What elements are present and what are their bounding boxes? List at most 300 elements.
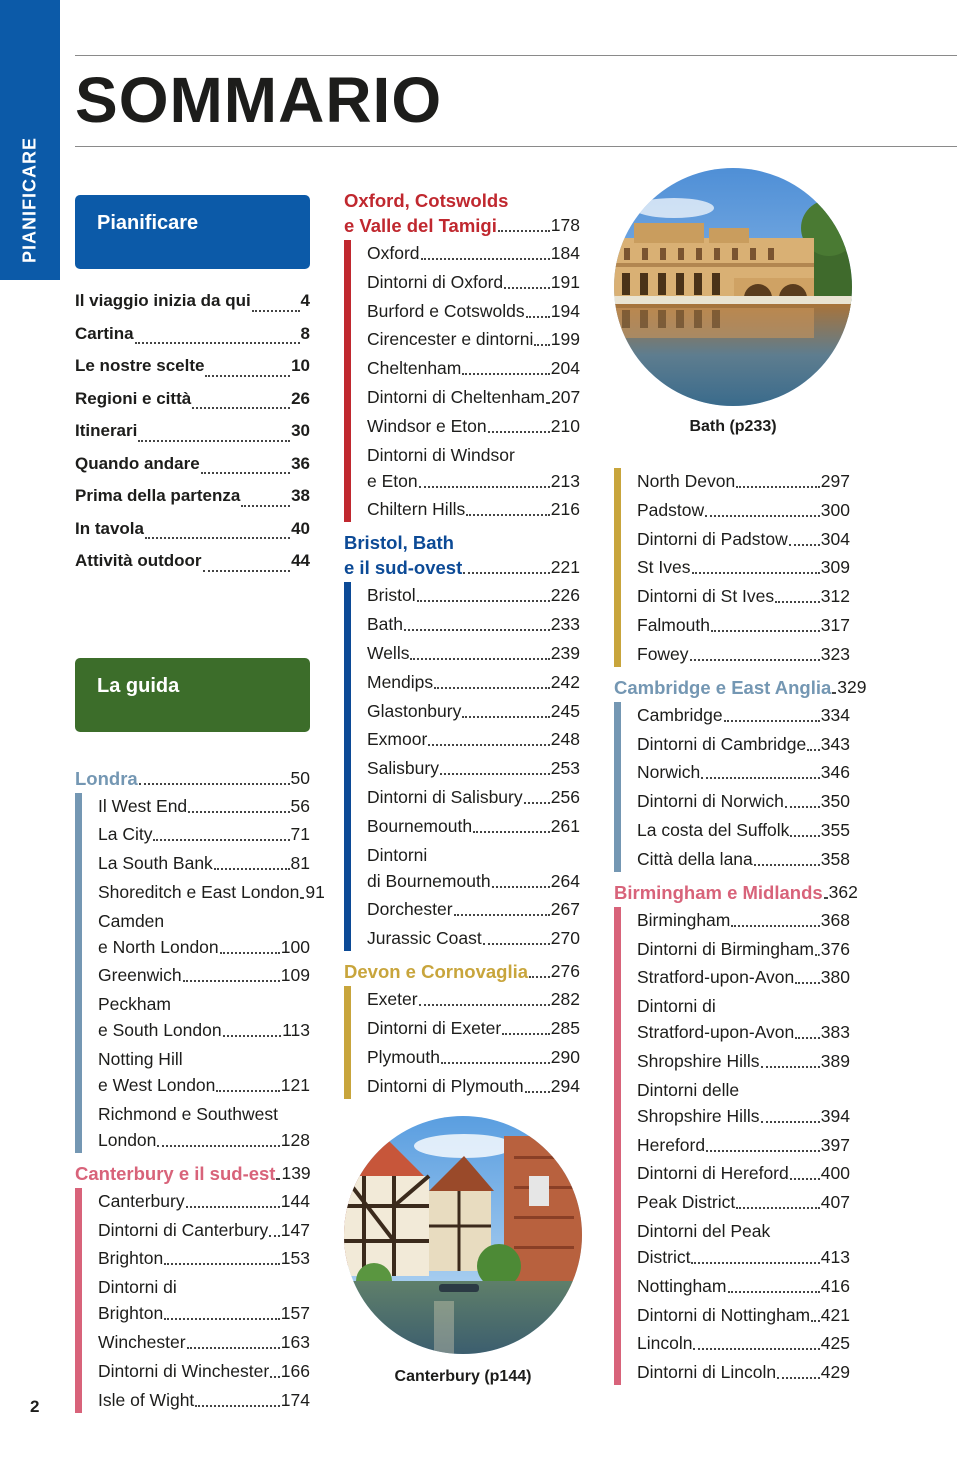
- side-tab: [0, 0, 60, 280]
- entry-label: Camden: [98, 910, 165, 931]
- entry-page: 147: [280, 1219, 310, 1240]
- entry-page: 312: [820, 586, 850, 607]
- entry-page: 297: [820, 471, 850, 491]
- leader-dots: [524, 802, 550, 804]
- entry-label: Falmouth: [637, 614, 710, 635]
- entry-label: Stratford-upon-Avon: [637, 967, 795, 988]
- plan-item[interactable]: [75, 383, 310, 416]
- toc-entry[interactable]: [367, 896, 580, 922]
- guide-box[interactable]: [75, 658, 310, 732]
- leader-dots: [761, 1066, 820, 1068]
- leader-dots: [463, 572, 550, 574]
- entry-page: 421: [820, 1304, 850, 1325]
- toc-entry[interactable]: [367, 842, 580, 894]
- toc-entry[interactable]: [367, 355, 580, 381]
- section-cambridge: [614, 675, 867, 872]
- section-entries: [75, 1188, 310, 1413]
- leader-dots: [692, 572, 820, 574]
- toc-entry[interactable]: [98, 962, 310, 988]
- leader-dots: [693, 1348, 819, 1350]
- leader-dots: [724, 720, 820, 722]
- toc-entry[interactable]: [98, 908, 310, 960]
- toc-entry[interactable]: [637, 759, 850, 785]
- leader-dots: [728, 1291, 820, 1293]
- entry-page: 285: [550, 1017, 580, 1038]
- leader-dots: [701, 777, 820, 779]
- entry-label: Birmingham e Midlands: [614, 881, 823, 903]
- leader-dots: [220, 952, 280, 954]
- entry-page: 100: [280, 936, 310, 957]
- toc-entry[interactable]: [637, 788, 850, 814]
- entry-label: Dintorni: [367, 844, 428, 865]
- entry-page: 309: [820, 557, 850, 578]
- section-entries: [614, 702, 850, 872]
- leader-dots: [690, 659, 820, 661]
- entry-label: e North London: [98, 936, 219, 957]
- toc-entry[interactable]: [367, 240, 580, 266]
- plan-item[interactable]: [75, 350, 310, 383]
- section-title[interactable]: [75, 766, 310, 791]
- entry-page: 233: [550, 614, 580, 635]
- entry-page: 109: [280, 965, 310, 986]
- entry-label: Isle of Wight: [98, 1389, 195, 1410]
- toc-entry[interactable]: [637, 468, 850, 494]
- top-rule: [75, 55, 957, 56]
- toc-entry[interactable]: [637, 964, 850, 990]
- toc-entry[interactable]: [367, 925, 580, 951]
- entry-label: Prima della partenza: [75, 486, 241, 505]
- entry-label: Bristol: [367, 585, 416, 606]
- toc-entry[interactable]: [367, 496, 580, 522]
- toc-entry[interactable]: [637, 1273, 850, 1299]
- entry-label: di Bournemouth: [367, 870, 491, 891]
- toc-entry[interactable]: [367, 698, 580, 724]
- section-birmingham: [614, 880, 858, 1385]
- entry-page: 425: [820, 1333, 850, 1354]
- canterbury-caption: Canterbury (p144): [394, 1368, 532, 1385]
- entry-label: Norwich: [637, 762, 701, 783]
- entry-page: 294: [550, 1075, 580, 1096]
- toc-entry[interactable]: [637, 1048, 850, 1074]
- title-rule: [75, 146, 957, 147]
- entry-page: 362: [828, 881, 858, 902]
- leader-dots: [706, 1150, 820, 1152]
- toc-entry[interactable]: [367, 269, 580, 295]
- entry-label: Peckham: [98, 994, 171, 1015]
- entry-label: Jurassic Coast: [367, 928, 482, 949]
- entry-label: Dintorni di: [637, 996, 716, 1017]
- toc-entry[interactable]: [367, 669, 580, 695]
- entry-label: Shropshire Hills: [637, 1050, 760, 1071]
- entry-page: 153: [280, 1248, 310, 1269]
- toc-entry[interactable]: [637, 497, 850, 523]
- entry-label: Dorchester: [367, 899, 453, 920]
- entry-page: 26: [291, 388, 310, 408]
- entry-label: Notting Hill: [98, 1049, 183, 1070]
- entry-label: Dintorni di Salisbury: [367, 786, 523, 807]
- entry-page: 36: [291, 453, 310, 473]
- section-entries: [344, 240, 580, 522]
- entry-label: Regioni e città: [75, 388, 192, 408]
- entry-label: Brighton: [98, 1248, 164, 1269]
- section-oxford: [344, 188, 580, 522]
- entry-label: e Valle del Tamigi: [344, 215, 497, 236]
- entry-page: 174: [280, 1389, 310, 1410]
- entry-label: Cirencester e dintorni: [367, 329, 534, 350]
- entry-page: 383: [820, 1022, 850, 1043]
- toc-entry[interactable]: [637, 846, 850, 872]
- entry-page: 282: [550, 989, 580, 1010]
- toc-entry[interactable]: [367, 784, 580, 810]
- toc-entry[interactable]: [98, 850, 310, 876]
- toc-entry[interactable]: [367, 326, 580, 352]
- entry-page: 4: [300, 291, 310, 310]
- section-devon: [344, 959, 580, 1098]
- leader-dots: [790, 835, 819, 837]
- section-title-entry[interactable]: [75, 1161, 310, 1186]
- entry-label: Itinerari: [75, 421, 138, 440]
- leader-dots: [195, 1405, 280, 1407]
- plan-box[interactable]: [75, 195, 310, 269]
- toc-entry[interactable]: [367, 1015, 580, 1041]
- entry-page: 270: [550, 928, 580, 949]
- section-title-line: Bristol, Bath: [344, 532, 454, 554]
- entry-label: Londra: [75, 767, 138, 789]
- toc-entry[interactable]: [98, 1046, 310, 1098]
- entry-label: St Ives: [637, 557, 691, 578]
- section-title[interactable]: [344, 530, 580, 580]
- leader-dots: [534, 344, 549, 346]
- toc-entry[interactable]: [98, 879, 325, 905]
- toc-entry[interactable]: [637, 817, 850, 843]
- section-title-line: Oxford, Cotswolds: [344, 190, 509, 211]
- section-title-entry[interactable]: [344, 959, 580, 984]
- toc-entry[interactable]: [637, 554, 850, 580]
- entry-label: Il West End: [98, 795, 188, 816]
- entry-label: North Devon: [637, 471, 736, 491]
- entry-label: Greenwich: [98, 965, 182, 986]
- entry-page: 199: [550, 329, 580, 350]
- toc-entry[interactable]: [367, 726, 580, 752]
- entry-label: Dintorni di St Ives: [637, 586, 775, 607]
- toc-entry[interactable]: [367, 384, 580, 410]
- entry-label: Dintorni di Winchester: [98, 1360, 270, 1381]
- leader-dots: [807, 749, 820, 751]
- toc-entry[interactable]: [98, 1387, 310, 1413]
- leader-dots: [736, 1207, 820, 1209]
- entry-label: Dintorni di Exeter: [367, 1017, 502, 1038]
- entry-label: Il viaggio inizia da qui: [75, 291, 251, 310]
- entry-page: 10: [291, 356, 310, 375]
- entry-label: London: [98, 1129, 157, 1150]
- toc-entry[interactable]: [637, 936, 850, 962]
- entry-label: e West London: [98, 1075, 216, 1096]
- toc-entry[interactable]: [367, 413, 580, 439]
- leader-dots: [691, 1262, 819, 1264]
- entry-page: 256: [550, 786, 580, 807]
- entry-page: 304: [820, 528, 850, 549]
- leader-dots: [216, 1090, 279, 1092]
- plan-item[interactable]: [75, 415, 310, 448]
- entry-label: Nottingham: [637, 1275, 727, 1296]
- section-title[interactable]: [344, 959, 580, 984]
- toc-entry[interactable]: [367, 986, 580, 1012]
- entry-page: 50: [290, 767, 310, 788]
- entry-label: Shropshire Hills: [637, 1105, 760, 1126]
- entry-label: Dintorni di Oxford: [367, 271, 504, 292]
- toc-entry[interactable]: [637, 1132, 850, 1158]
- entry-label: Le nostre scelte: [75, 356, 205, 375]
- leader-dots: [492, 886, 550, 888]
- entry-label: Cambridge: [637, 704, 723, 725]
- entry-page: 242: [550, 671, 580, 692]
- plan-item[interactable]: [75, 480, 310, 513]
- section-devon-continued: [614, 468, 850, 667]
- leader-dots: [498, 230, 550, 232]
- leader-dots: [410, 658, 549, 660]
- toc-entry[interactable]: [98, 1274, 310, 1326]
- entry-page: 346: [820, 762, 850, 783]
- entry-label: Dintorni del Peak: [637, 1220, 771, 1241]
- section-canterbury: [75, 1161, 310, 1413]
- leader-dots: [775, 601, 820, 603]
- entry-page: 44: [291, 551, 310, 570]
- entry-label: Dintorni di Cambridge: [637, 733, 807, 754]
- entry-page: 329: [837, 676, 867, 697]
- entry-label: e Eton: [367, 470, 418, 491]
- entry-page: 178: [550, 215, 580, 235]
- bath-caption: Bath (p233): [689, 418, 777, 435]
- toc-entry[interactable]: [367, 298, 580, 324]
- entry-label: Bath: [367, 614, 403, 635]
- entry-page: 30: [291, 421, 310, 440]
- leader-dots: [270, 1376, 280, 1378]
- entry-page: 226: [550, 585, 580, 606]
- toc-entry[interactable]: [637, 1160, 850, 1186]
- entry-label: Wells: [367, 642, 410, 663]
- leader-dots: [164, 1263, 280, 1265]
- entry-page: 221: [550, 557, 580, 578]
- entry-page: 248: [550, 729, 580, 750]
- page-number: 2: [30, 1397, 40, 1416]
- entry-label: La South Bank: [98, 853, 213, 874]
- section-title[interactable]: [614, 675, 867, 700]
- toc-entry[interactable]: [98, 821, 310, 847]
- leader-dots: [188, 811, 289, 813]
- leader-dots: [135, 342, 300, 344]
- plan-item[interactable]: [75, 285, 310, 318]
- toc-entry[interactable]: [637, 1330, 850, 1356]
- entry-page: 290: [550, 1046, 580, 1067]
- entry-label: Dintorni di Hereford: [637, 1163, 789, 1184]
- entry-page: 128: [280, 1129, 310, 1150]
- leader-dots: [241, 505, 290, 507]
- leader-dots: [428, 744, 550, 746]
- toc-column-2: [344, 188, 580, 1101]
- entry-label: Dintorni di Padstow: [637, 528, 788, 549]
- entry-page: 213: [550, 470, 580, 491]
- entry-label: Cheltenham: [367, 358, 462, 379]
- entry-page: 350: [820, 791, 850, 812]
- toc-entry[interactable]: [367, 442, 580, 494]
- toc-entry[interactable]: [98, 1245, 310, 1271]
- leader-dots: [276, 1178, 280, 1180]
- entry-label: Chiltern Hills: [367, 499, 466, 520]
- toc-entry[interactable]: [98, 1101, 310, 1153]
- entry-page: 121: [280, 1075, 310, 1096]
- toc-entry[interactable]: [637, 583, 850, 609]
- section-bristol: [344, 530, 580, 951]
- leader-dots: [529, 976, 550, 978]
- leader-dots: [504, 287, 550, 289]
- bath-photo: [614, 168, 852, 406]
- entry-page: 416: [820, 1275, 850, 1296]
- toc-entry[interactable]: [98, 1358, 310, 1384]
- entry-label: Glastonbury: [367, 700, 462, 721]
- entry-label: Stratford-upon-Avon: [637, 1022, 795, 1043]
- section-entries: [614, 468, 850, 667]
- leader-dots: [473, 831, 550, 833]
- entry-page: 264: [550, 870, 580, 891]
- toc-entry[interactable]: [98, 1217, 310, 1243]
- entry-page: 139: [281, 1162, 311, 1183]
- entry-label: Exmoor: [367, 729, 428, 750]
- entry-label: Birmingham: [637, 909, 731, 930]
- plan-box-label: Pianificare: [97, 212, 199, 234]
- canterbury-photo: [344, 1116, 582, 1354]
- entry-page: 194: [550, 300, 580, 321]
- toc-entry[interactable]: [637, 993, 850, 1045]
- plan-item[interactable]: [75, 545, 310, 578]
- entry-page: 368: [820, 909, 850, 930]
- entry-label: Burford e Cotswolds: [367, 300, 525, 321]
- section-title[interactable]: [344, 188, 580, 238]
- toc-column-1: [75, 195, 325, 1415]
- toc-entry[interactable]: [637, 1077, 850, 1129]
- toc-entry[interactable]: [637, 526, 850, 552]
- toc-entry[interactable]: [637, 907, 850, 933]
- plan-item[interactable]: [75, 318, 310, 351]
- toc-entry[interactable]: [637, 1302, 850, 1328]
- section-title-entry[interactable]: [614, 880, 858, 905]
- plan-item[interactable]: [75, 448, 310, 481]
- entry-label: Shoreditch e East London: [98, 881, 300, 902]
- plan-item[interactable]: [75, 513, 310, 546]
- leader-dots: [546, 402, 550, 404]
- toc-entry[interactable]: [367, 1073, 580, 1099]
- toc-entry[interactable]: [637, 612, 850, 638]
- leader-dots: [419, 1004, 550, 1006]
- toc-entry[interactable]: [367, 813, 580, 839]
- section-title[interactable]: [614, 880, 858, 905]
- leader-dots: [153, 839, 289, 841]
- page-title: SOMMARIO: [75, 64, 443, 136]
- leader-dots: [811, 1320, 820, 1322]
- toc-entry[interactable]: [637, 731, 850, 757]
- leader-dots: [795, 1037, 820, 1039]
- entry-page: 334: [820, 704, 850, 725]
- entry-label: Winchester: [98, 1332, 186, 1353]
- toc-entry[interactable]: [98, 991, 310, 1043]
- leader-dots: [483, 943, 550, 945]
- leader-dots: [462, 373, 549, 375]
- entry-label: Hereford: [637, 1134, 706, 1155]
- entry-page: 166: [280, 1360, 310, 1381]
- leader-dots: [488, 431, 550, 433]
- leader-dots: [252, 310, 300, 312]
- entry-page: 429: [820, 1362, 850, 1383]
- entry-label: Dintorni di Nottingham: [637, 1304, 811, 1325]
- entry-label: Dintorni di Lincoln: [637, 1362, 777, 1383]
- leader-dots: [138, 440, 290, 442]
- leader-dots: [824, 897, 828, 899]
- entry-label: Richmond e Southwest: [98, 1103, 278, 1124]
- entry-label: Salisbury: [367, 758, 439, 779]
- section-title-entry[interactable]: [344, 555, 580, 580]
- entry-page: 407: [820, 1192, 850, 1213]
- toc-entry[interactable]: [98, 1329, 310, 1355]
- entry-page: 38: [291, 486, 310, 505]
- toc-entry[interactable]: [637, 1218, 850, 1270]
- section-title-entry[interactable]: [75, 766, 310, 791]
- section-entries: [344, 582, 580, 951]
- entry-page: 380: [820, 967, 850, 988]
- toc-entry[interactable]: [637, 641, 850, 667]
- side-tab-label: PIANIFICARE: [19, 136, 40, 264]
- entry-page: 376: [820, 938, 850, 959]
- section-title-entry[interactable]: [344, 213, 580, 238]
- toc-entry[interactable]: [367, 640, 580, 666]
- section-title[interactable]: [75, 1161, 310, 1186]
- leader-dots: [731, 925, 819, 927]
- leader-dots: [454, 914, 550, 916]
- leader-dots: [192, 407, 290, 409]
- entry-label: Città della lana: [637, 848, 753, 869]
- toc-entry[interactable]: [367, 755, 580, 781]
- leader-dots: [711, 630, 820, 632]
- toc-entry[interactable]: [637, 702, 850, 728]
- toc-entry[interactable]: [98, 1188, 310, 1214]
- entry-page: 71: [290, 824, 310, 845]
- toc-entry[interactable]: [367, 1044, 580, 1070]
- leader-dots: [777, 1377, 820, 1379]
- entry-label: Cartina: [75, 323, 134, 343]
- toc-entry[interactable]: [637, 1189, 850, 1215]
- section-title-entry[interactable]: [614, 675, 867, 700]
- leader-dots: [201, 472, 290, 474]
- entry-label: Exeter: [367, 989, 418, 1010]
- toc-entry[interactable]: [367, 582, 580, 608]
- entry-label: Dintorni di Norwich: [637, 791, 784, 812]
- leader-dots: [736, 486, 820, 488]
- toc-entry[interactable]: [367, 611, 580, 637]
- leader-dots: [754, 864, 820, 866]
- toc-entry[interactable]: [98, 793, 310, 819]
- entry-page: 413: [820, 1246, 850, 1267]
- entry-page: 397: [820, 1134, 850, 1155]
- entry-page: 91: [305, 881, 325, 902]
- entry-label: Padstow: [637, 499, 705, 520]
- entry-page: 300: [820, 499, 850, 520]
- entry-label: Windsor e Eton: [367, 415, 487, 436]
- entry-label: In tavola: [75, 518, 144, 538]
- toc-entry[interactable]: [637, 1359, 850, 1385]
- entry-label: Quando andare: [75, 453, 200, 473]
- entry-page: 157: [280, 1303, 310, 1324]
- leader-dots: [214, 868, 290, 870]
- entry-label: Peak District: [637, 1192, 736, 1213]
- entry-page: 239: [550, 642, 580, 663]
